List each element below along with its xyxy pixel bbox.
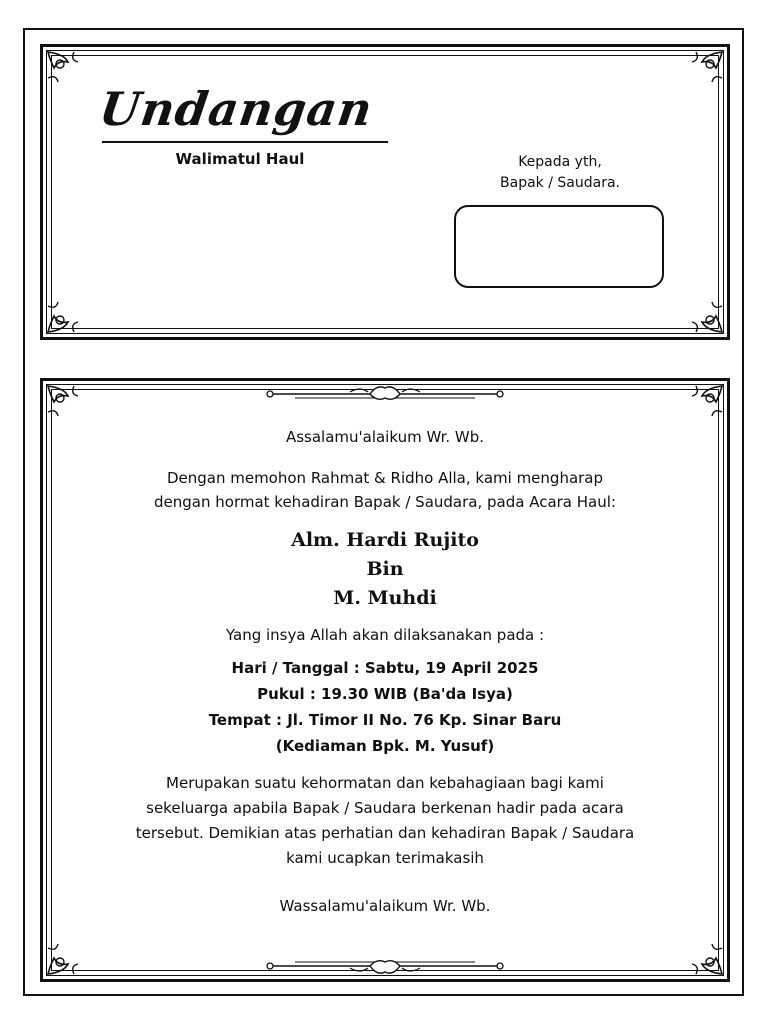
- invitation-subtitle: Walimatul Haul: [175, 150, 305, 168]
- recipient-label: [470, 152, 650, 194]
- event-place-note: (Kediaman Bpk. M. Yusuf): [275, 737, 495, 755]
- farewell-text: Wassalamu'alaikum Wr. Wb.: [279, 897, 491, 915]
- intro-paragraph: [60, 466, 710, 514]
- corner-ornament-icon: [44, 48, 96, 100]
- invitation-body: [60, 426, 710, 917]
- intro-line: Dengan memohon Rahmat & Ridho Alla, kami mengharap: [166, 469, 604, 487]
- invitation-title: Undangan: [96, 82, 377, 136]
- recipient-line: Kepada yth,: [518, 154, 602, 170]
- deceased-name: Alm. Hardi Rujito: [291, 529, 479, 551]
- recipient-line: Bapak / Saudara.: [500, 175, 620, 191]
- closing-paragraph: [60, 771, 710, 871]
- address-box: [454, 205, 664, 288]
- corner-ornament-icon: [44, 926, 96, 978]
- corner-ornament-icon: [674, 926, 726, 978]
- event-time: Pukul : 19.30 WIB (Ba'da Isya): [257, 685, 513, 703]
- ornamental-divider-icon: [265, 382, 505, 404]
- deceased-name-block: [60, 526, 710, 613]
- bin-label: Bin: [366, 558, 404, 580]
- closing-line: kami ucapkan terimakasih: [286, 849, 484, 867]
- title-underline: [102, 141, 388, 143]
- event-details: [60, 655, 710, 759]
- father-name: M. Muhdi: [333, 587, 437, 609]
- event-date: Hari / Tanggal : Sabtu, 19 April 2025: [231, 659, 539, 677]
- intro-line: dengan hormat kehadiran Bapak / Saudara, pada Acara Haul:: [154, 493, 616, 511]
- corner-ornament-icon: [44, 284, 96, 336]
- closing-line: Merupakan suatu kehormatan dan kebahagiaan bagi kami: [166, 774, 604, 792]
- event-place: Tempat : Jl. Timor II No. 76 Kp. Sinar Baru: [208, 711, 562, 729]
- greeting-text: Assalamu'alaikum Wr. Wb.: [285, 428, 485, 446]
- ornamental-divider-icon: [265, 956, 505, 978]
- corner-ornament-icon: [674, 284, 726, 336]
- closing-line: tersebut. Demikian atas perhatian dan kehadiran Bapak / Saudara: [135, 824, 635, 842]
- corner-ornament-icon: [674, 48, 726, 100]
- closing-line: sekeluarga apabila Bapak / Saudara berkenan hadir pada acara: [146, 799, 624, 817]
- schedule-lead: Yang insya Allah akan dilaksanakan pada :: [225, 626, 545, 644]
